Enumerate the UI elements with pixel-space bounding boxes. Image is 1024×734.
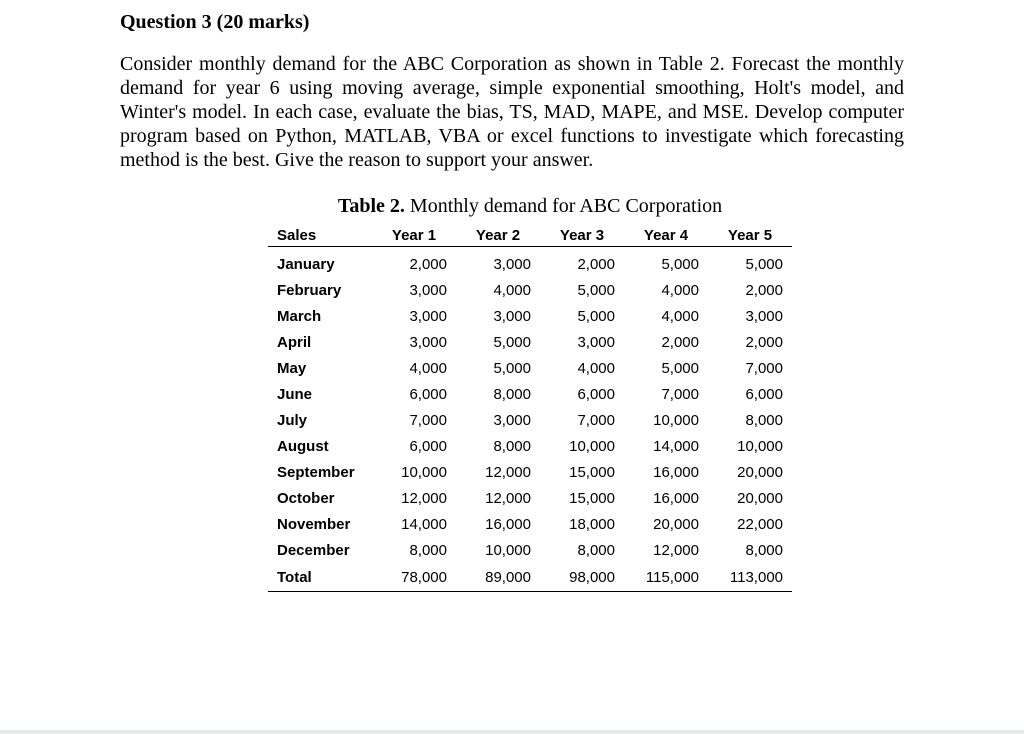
- table-row: [268, 247, 792, 278]
- value-cell: 7,000: [577, 411, 615, 429]
- value-cell: 10,000: [569, 437, 615, 455]
- table-row: [268, 537, 792, 563]
- value-cell: 12,000: [485, 463, 531, 481]
- table-row: [268, 459, 792, 485]
- month-cell: December: [277, 541, 350, 559]
- value-cell: 2,000: [577, 255, 615, 273]
- column-header: Year 5: [708, 224, 792, 247]
- value-cell: 7,000: [745, 359, 783, 377]
- value-cell: 12,000: [653, 541, 699, 559]
- month-cell: January: [277, 255, 335, 273]
- value-cell: 5,000: [745, 255, 783, 273]
- table-row: [268, 381, 792, 407]
- month-cell: May: [277, 359, 307, 377]
- value-cell: 8,000: [493, 437, 531, 455]
- value-cell: 8,000: [745, 541, 783, 559]
- table-caption-label: Table 2.: [337, 195, 405, 217]
- table-row: [268, 329, 792, 355]
- value-cell: 3,000: [745, 307, 783, 325]
- value-cell: 14,000: [401, 515, 447, 533]
- value-cell: 4,000: [493, 281, 531, 299]
- table-row: [268, 511, 792, 537]
- value-cell: 6,000: [409, 385, 447, 403]
- value-cell: 5,000: [661, 359, 699, 377]
- total-label: Total: [268, 563, 372, 592]
- value-cell: 15,000: [569, 489, 615, 507]
- total-row: [268, 563, 792, 592]
- table-row: [268, 303, 792, 329]
- value-cell: 14,000: [653, 437, 699, 455]
- month-cell: July: [277, 411, 308, 429]
- value-cell: 10,000: [485, 541, 531, 559]
- month-cell: November: [277, 515, 351, 533]
- value-cell: 6,000: [745, 385, 783, 403]
- total-value-cell: 78,000: [372, 563, 456, 592]
- month-cell: August: [277, 437, 329, 455]
- value-cell: 5,000: [577, 281, 615, 299]
- value-cell: 20,000: [737, 463, 783, 481]
- value-cell: 5,000: [661, 255, 699, 273]
- value-cell: 20,000: [653, 515, 699, 533]
- value-cell: 2,000: [409, 255, 447, 273]
- table-row: [268, 277, 792, 303]
- page-bottom-edge: [0, 730, 1024, 734]
- value-cell: 18,000: [569, 515, 615, 533]
- value-cell: 10,000: [653, 411, 699, 429]
- value-cell: 3,000: [577, 333, 615, 351]
- value-cell: 12,000: [485, 489, 531, 507]
- value-cell: 8,000: [409, 541, 447, 559]
- value-cell: 5,000: [493, 333, 531, 351]
- column-header: Year 3: [540, 224, 624, 247]
- value-cell: 3,000: [409, 281, 447, 299]
- value-cell: 15,000: [569, 463, 615, 481]
- value-cell: 3,000: [493, 411, 531, 429]
- total-value-cell: 89,000: [456, 563, 540, 592]
- table-row: [268, 433, 792, 459]
- demand-table: [268, 224, 792, 592]
- total-value-cell: 115,000: [624, 563, 708, 592]
- value-cell: 6,000: [409, 437, 447, 455]
- column-header: Sales: [268, 224, 372, 247]
- month-cell: June: [277, 385, 313, 403]
- table-row: [268, 407, 792, 433]
- total-value-cell: 113,000: [708, 563, 792, 592]
- month-cell: February: [277, 281, 342, 299]
- table-row: [268, 485, 792, 511]
- value-cell: 8,000: [745, 411, 783, 429]
- value-cell: 4,000: [661, 307, 699, 325]
- value-cell: 3,000: [409, 333, 447, 351]
- value-cell: 4,000: [577, 359, 615, 377]
- column-header: Year 1: [372, 224, 456, 247]
- value-cell: 2,000: [661, 333, 699, 351]
- question-body: Consider monthly demand for the ABC Corporation as shown in Table 2. Forecast the monthly demand for year 6 using moving average, simple exponential smoothing, Holt's model, and Winter's model. In each case, evaluate the bias, TS, MAD, MAPE, and MSE. Develop computer program based on Python, MATLAB, VBA or excel functions to investigate which forecasting method is the best. Give the reason to support your answer.: [120, 53, 904, 171]
- value-cell: 3,000: [493, 307, 531, 325]
- value-cell: 10,000: [737, 437, 783, 455]
- value-cell: 2,000: [745, 281, 783, 299]
- value-cell: 4,000: [409, 359, 447, 377]
- month-cell: October: [277, 489, 335, 507]
- value-cell: 6,000: [577, 385, 615, 403]
- value-cell: 7,000: [409, 411, 447, 429]
- demand-table-container: [268, 224, 792, 592]
- value-cell: 16,000: [653, 463, 699, 481]
- table-caption: [268, 193, 792, 219]
- column-header: Year 2: [456, 224, 540, 247]
- table-caption-text: Monthly demand for ABC Corporation: [409, 195, 723, 217]
- value-cell: 7,000: [661, 385, 699, 403]
- month-cell: April: [277, 333, 312, 351]
- month-cell: March: [277, 307, 322, 325]
- value-cell: 5,000: [493, 359, 531, 377]
- value-cell: 2,000: [745, 333, 783, 351]
- value-cell: 3,000: [493, 255, 531, 273]
- value-cell: 4,000: [661, 281, 699, 299]
- table-row: [268, 355, 792, 381]
- value-cell: 5,000: [577, 307, 615, 325]
- value-cell: 20,000: [737, 489, 783, 507]
- total-value-cell: 98,000: [540, 563, 624, 592]
- question-heading: Question 3 (20 marks): [120, 11, 310, 33]
- value-cell: 22,000: [737, 515, 783, 533]
- month-cell: September: [277, 463, 355, 481]
- value-cell: 16,000: [653, 489, 699, 507]
- table-header-row: [268, 224, 792, 247]
- value-cell: 3,000: [409, 307, 447, 325]
- value-cell: 12,000: [401, 489, 447, 507]
- column-header: Year 4: [624, 224, 708, 247]
- value-cell: 8,000: [577, 541, 615, 559]
- value-cell: 16,000: [485, 515, 531, 533]
- value-cell: 8,000: [493, 385, 531, 403]
- value-cell: 10,000: [401, 463, 447, 481]
